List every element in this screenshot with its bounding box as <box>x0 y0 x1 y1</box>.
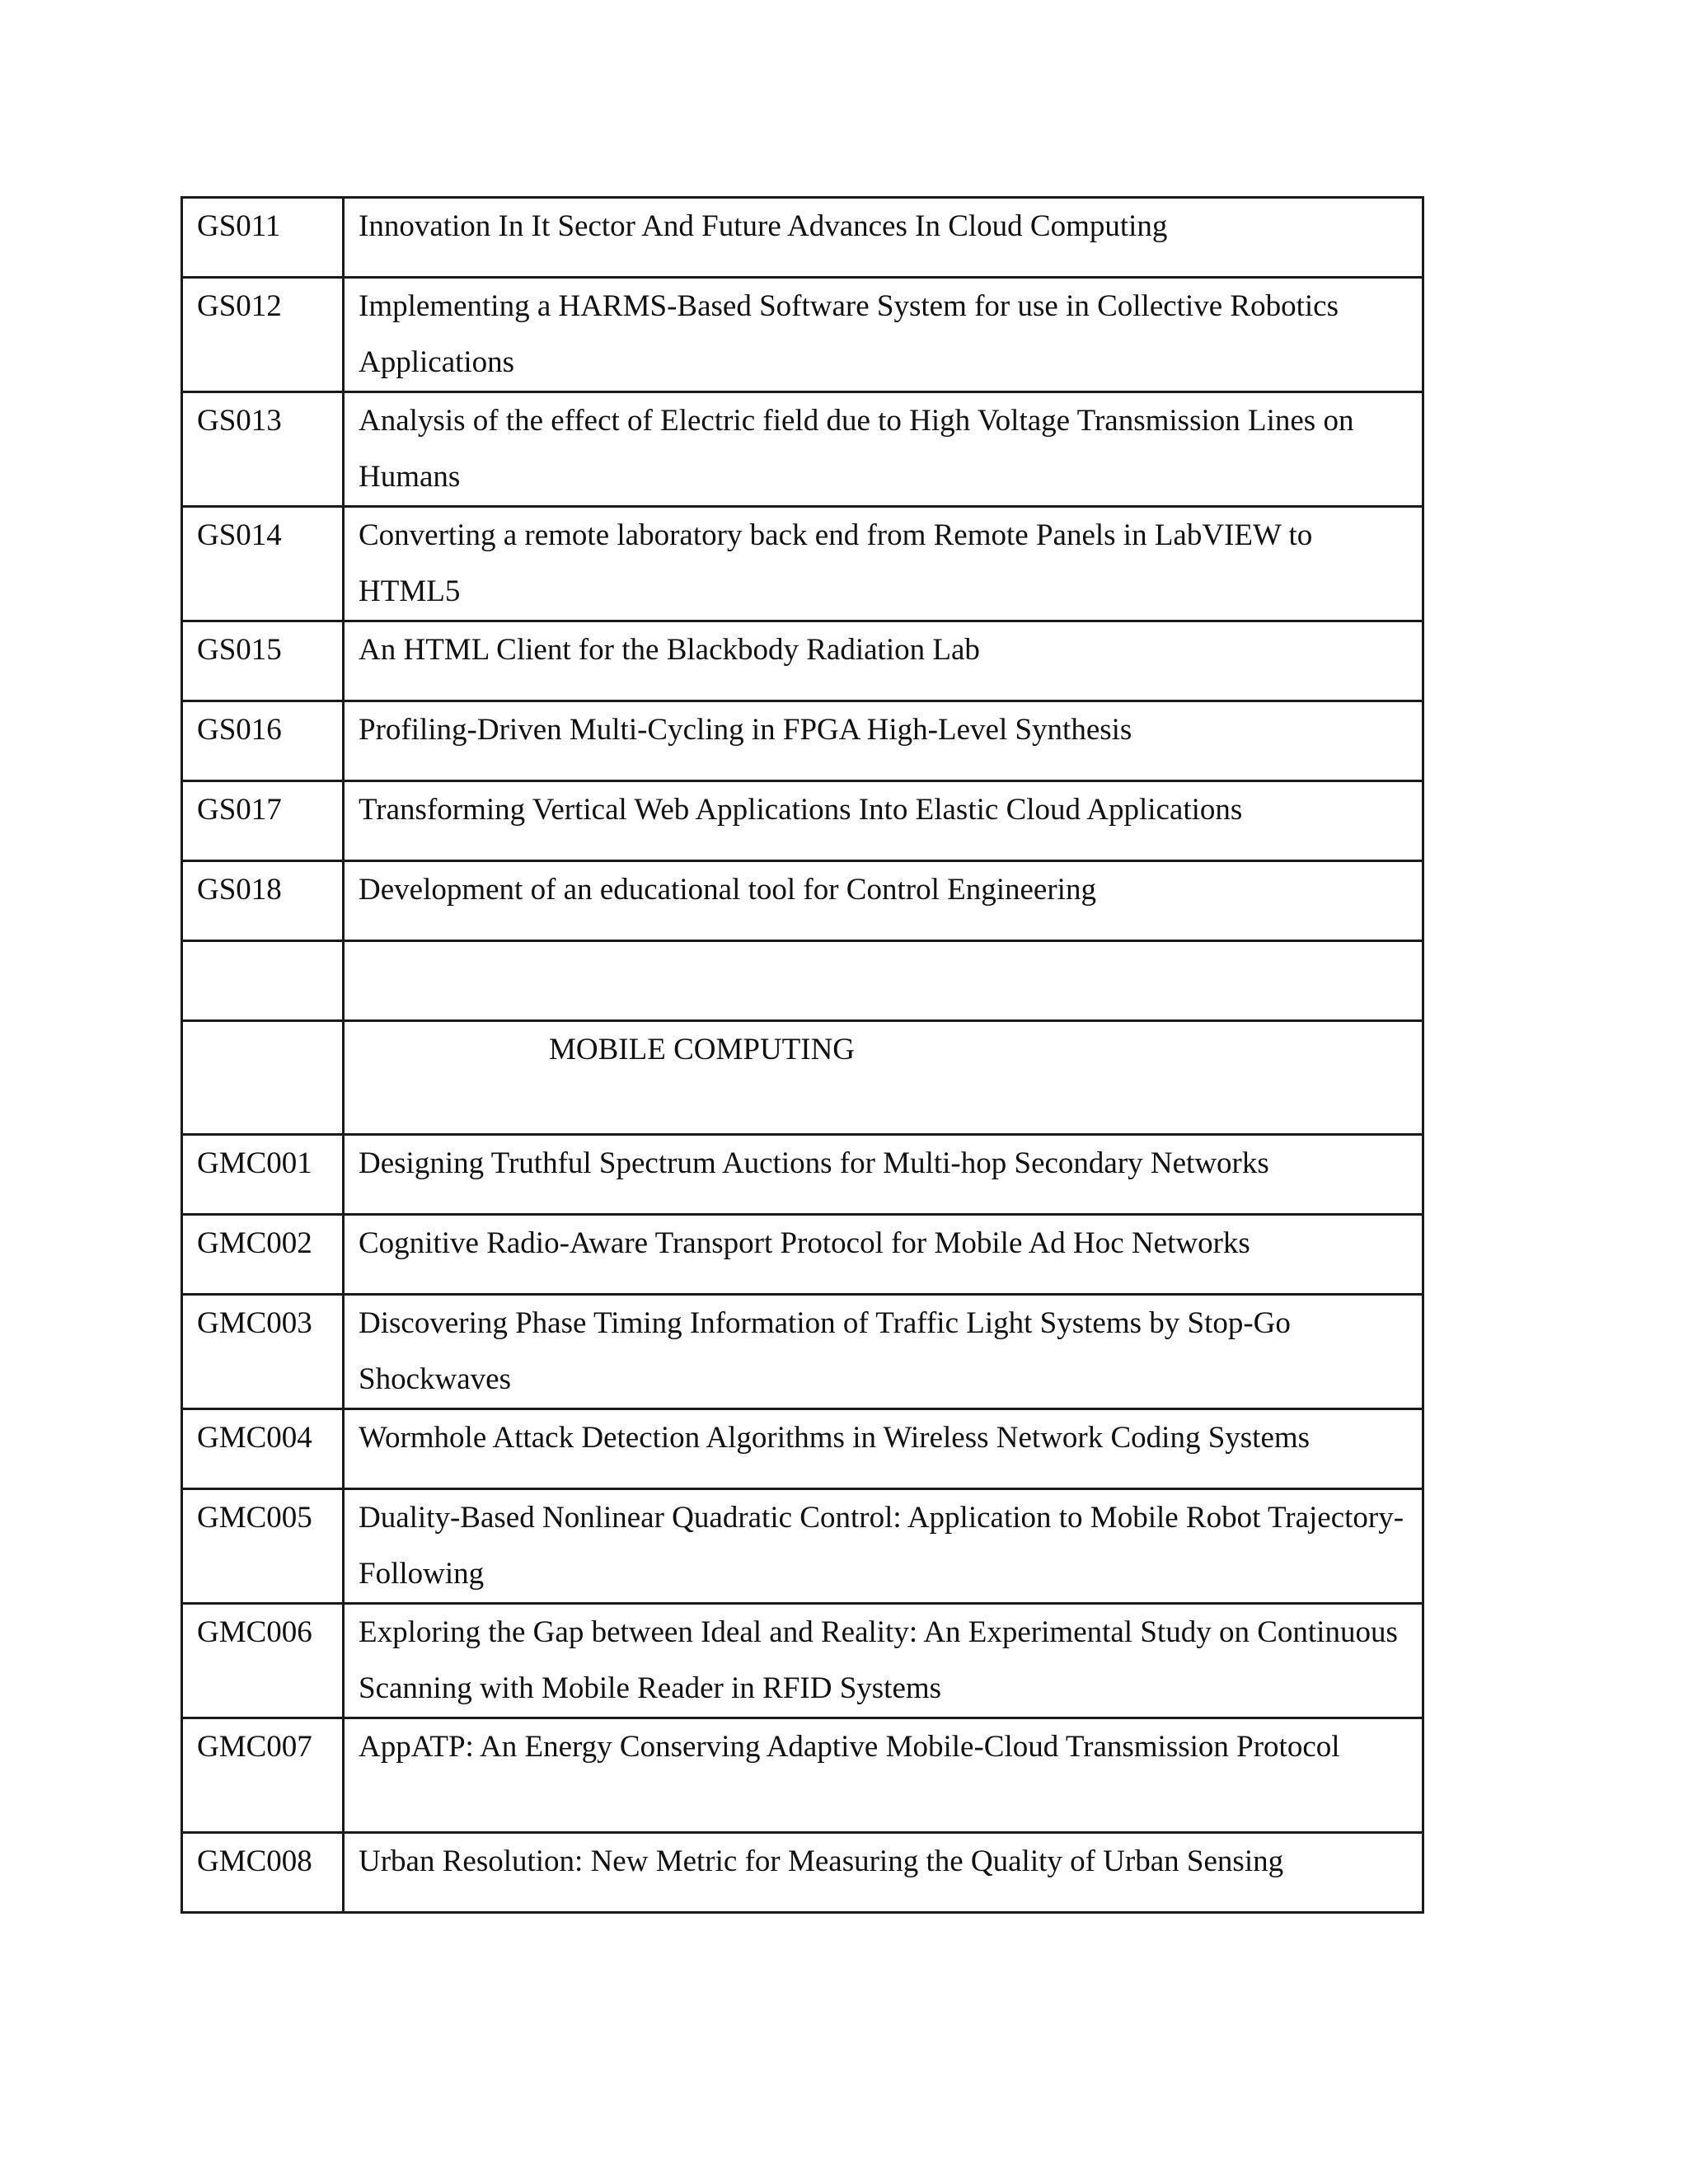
project-list-table <box>181 196 1424 1914</box>
project-title: Duality-Based Nonlinear Quadratic Control: Application to Mobile Robot Trajectory-Following <box>344 1489 1423 1604</box>
table-row <box>182 781 1423 861</box>
empty-cell <box>344 941 1423 1021</box>
project-code: GMC003 <box>182 1295 344 1409</box>
project-title: Designing Truthful Spectrum Auctions for Multi-hop Secondary Networks <box>344 1135 1423 1215</box>
table-row <box>182 1718 1423 1833</box>
project-code: GMC008 <box>182 1833 344 1913</box>
project-code: GS017 <box>182 781 344 861</box>
project-title: Transforming Vertical Web Applications Into Elastic Cloud Applications <box>344 781 1423 861</box>
project-title: Discovering Phase Timing Information of Traffic Light Systems by Stop-Go Shockwaves <box>344 1295 1423 1409</box>
table-row <box>182 392 1423 507</box>
blank-row <box>182 941 1423 1021</box>
project-title: Innovation In It Sector And Future Advances In Cloud Computing <box>344 198 1423 278</box>
project-code: GS013 <box>182 392 344 507</box>
empty-cell <box>182 1021 344 1135</box>
project-code: GS018 <box>182 861 344 941</box>
project-code: GMC006 <box>182 1604 344 1718</box>
project-title: Exploring the Gap between Ideal and Reality: An Experimental Study on Continuous Scanning with Mobile Reader in RFID Systems <box>344 1604 1423 1718</box>
project-code: GS012 <box>182 278 344 392</box>
table-row <box>182 1135 1423 1215</box>
table-row <box>182 278 1423 392</box>
project-code: GMC001 <box>182 1135 344 1215</box>
table-row <box>182 1833 1423 1913</box>
section-heading-cell <box>344 1021 1423 1135</box>
table-row <box>182 1604 1423 1718</box>
table-row <box>182 1215 1423 1295</box>
table-row <box>182 198 1423 278</box>
project-title: Cognitive Radio-Aware Transport Protocol for Mobile Ad Hoc Networks <box>344 1215 1423 1295</box>
project-title: Urban Resolution: New Metric for Measuring the Quality of Urban Sensing <box>344 1833 1423 1913</box>
table-row <box>182 701 1423 781</box>
project-code: GS014 <box>182 507 344 621</box>
project-code: GS011 <box>182 198 344 278</box>
project-title: Profiling-Driven Multi-Cycling in FPGA High-Level Synthesis <box>344 701 1423 781</box>
project-code: GMC005 <box>182 1489 344 1604</box>
table-row <box>182 861 1423 941</box>
table-row <box>182 507 1423 621</box>
project-title: Analysis of the effect of Electric field due to High Voltage Transmission Lines on Humans <box>344 392 1423 507</box>
table-row <box>182 621 1423 701</box>
project-title: AppATP: An Energy Conserving Adaptive Mobile-Cloud Transmission Protocol <box>344 1718 1423 1833</box>
project-title: Converting a remote laboratory back end from Remote Panels in LabVIEW to HTML5 <box>344 507 1423 621</box>
table-row <box>182 1409 1423 1489</box>
project-code: GMC007 <box>182 1718 344 1833</box>
project-code: GMC002 <box>182 1215 344 1295</box>
project-code: GS016 <box>182 701 344 781</box>
project-code: GMC004 <box>182 1409 344 1489</box>
section-heading-row <box>182 1021 1423 1135</box>
project-title: Development of an educational tool for Control Engineering <box>344 861 1423 941</box>
section-heading: MOBILE COMPUTING <box>549 1033 856 1066</box>
table-row <box>182 1489 1423 1604</box>
project-title: Wormhole Attack Detection Algorithms in Wireless Network Coding Systems <box>344 1409 1423 1489</box>
project-title: An HTML Client for the Blackbody Radiation Lab <box>344 621 1423 701</box>
table-row <box>182 1295 1423 1409</box>
empty-cell <box>182 941 344 1021</box>
project-code: GS015 <box>182 621 344 701</box>
project-title: Implementing a HARMS-Based Software System for use in Collective Robotics Applications <box>344 278 1423 392</box>
